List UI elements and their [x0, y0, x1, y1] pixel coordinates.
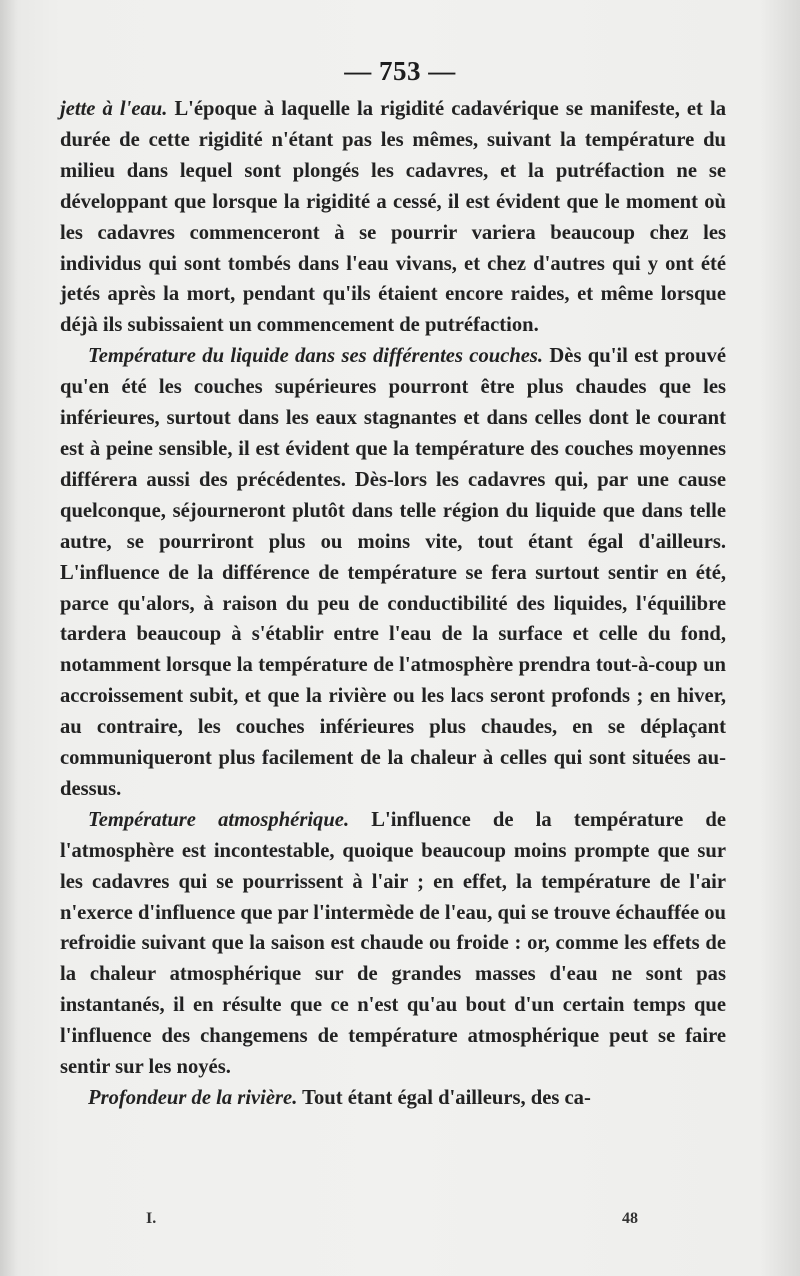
paragraph-4-text: Tout étant égal d'ailleurs, des ca- — [297, 1087, 591, 1109]
signature-mark-right: 48 — [622, 1210, 638, 1227]
page-footer — [0, 1210, 800, 1234]
paragraph-4 — [60, 1083, 726, 1114]
paragraph-1-text: L'époque à laquelle la rigidité cadavérique se manifeste, et la durée de cette rigidité n'étant pas les mêmes, suivant la température du milieu dans lequel sont plongés les cadavres, et la putréfaction ne se développant que lorsque la rigidité a cessé, il est évident que le moment où les cadavres commenceront à se pourrir variera beaucoup chez les individus qui sont tombés dans l'eau vivans, et chez d'autres qui y ont été jetés après la mort, pendant qu'ils étaient encore raides, et même lorsque déjà ils subissaient un commencement de putréfaction. — [60, 98, 726, 337]
paragraph-3-text: L'influence de la température de l'atmosphère est incontestable, quoique beaucoup moins prompte que sur les cadavres qui se pourrissent à l'air ; en effet, la température de l'air n'exerce d'influence que par l'intermède de l'eau, qui se trouve échauffée ou refroidie suivant que la saison est chaude ou froide : or, comme les effets de la chaleur atmosphérique sur de grandes masses d'eau ne sont pas instantanés, il en résulte que ce n'est qu'au bout d'un certain temps que l'influence des changemens de température atmosphérique peut se faire sentir sur les noyés. — [60, 808, 726, 1079]
paragraph-2-text: Dès qu'il est prouvé qu'en été les couches supérieures pourront être plus chaudes que les inférieures, surtout dans les eaux stagnantes et dans celles dont le courant est à peine sensible, il est évident que la température des couches moyennes différera aussi des précédentes. Dès-lors les cadavres qui, par une cause quelconque, séjourneront plutôt dans telle région du liquide que dans telle autre, se pourriront plus ou moins vite, tout étant égal d'ailleurs. L'influence de la différence de température se fera surtout sentir en été, parce qu'alors, à raison du peu de conductibilité des liquides, l'équilibre tardera beaucoup à s'établir entre l'eau de la surface et celle du fond, notamment lorsque la température de l'atmosphère prendra tout-à-coup un accroissement subit, et que la rivière ou les lacs seront profonds ; en hiver, au contraire, les couches inférieures plus chaudes, en se déplaçant communiqueront plus facilement de la chaleur à celles qui sont situées au-dessus. — [60, 345, 726, 800]
page-body — [60, 94, 726, 1114]
paragraph-1-lead: jette à l'eau. — [60, 98, 168, 120]
paragraph-4-lead: Profondeur de la rivière. — [88, 1087, 298, 1109]
page-number: — 753 — — [344, 56, 456, 86]
paragraph-2 — [60, 341, 726, 805]
signature-mark-left: I. — [146, 1210, 157, 1227]
paragraph-1 — [60, 94, 726, 341]
paragraph-2-lead: Température du liquide dans ses différentes couches. — [88, 345, 544, 368]
paragraph-3-lead: Température atmosphérique. — [88, 808, 350, 831]
paragraph-3 — [60, 805, 726, 1083]
